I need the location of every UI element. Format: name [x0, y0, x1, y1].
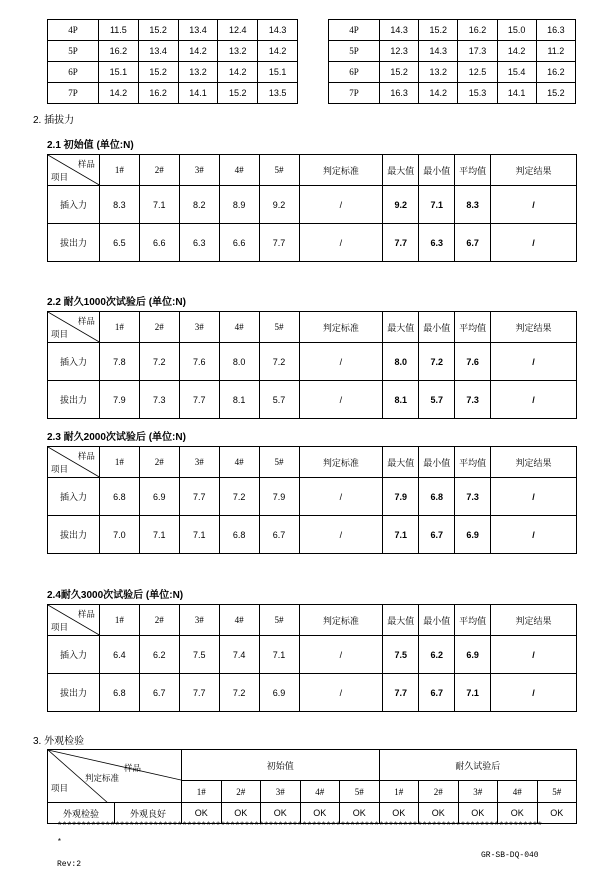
stars-line: ***************************************************************************************************** — [57, 821, 542, 831]
result-header: 判定结果 — [491, 447, 577, 478]
initial-col-header: 2# — [221, 781, 261, 803]
revision-label: Rev:2 — [57, 860, 82, 869]
durable-result: OK — [537, 803, 577, 824]
initial-result: OK — [221, 803, 261, 824]
durable-result: OK — [419, 803, 459, 824]
sample-col-header: 2# — [139, 155, 179, 186]
cell-value: 17.3 — [458, 41, 497, 62]
row-label: 插入力 — [48, 636, 100, 674]
cell-value: 12.5 — [458, 62, 497, 83]
row-label: 插入力 — [48, 478, 100, 516]
min-value: 5.7 — [419, 381, 455, 419]
max-value: 7.7 — [383, 224, 419, 262]
standard-value: / — [299, 224, 383, 262]
result-value: / — [491, 478, 577, 516]
cell-value: 7.6 — [179, 343, 219, 381]
result-header: 判定结果 — [491, 155, 577, 186]
table-row — [48, 381, 577, 419]
cell-value: 11.2 — [536, 41, 575, 62]
row-label: 5P — [48, 41, 99, 62]
cell-value: 7.1 — [139, 186, 179, 224]
force-table-2000 — [47, 446, 577, 554]
max-value: 7.1 — [383, 516, 419, 554]
cell-value: 6.6 — [219, 224, 259, 262]
cell-value: 13.4 — [178, 20, 218, 41]
cell-value: 14.1 — [497, 83, 536, 104]
cell-value: 14.3 — [419, 41, 458, 62]
result-header: 判定结果 — [491, 605, 577, 636]
sample-col-header: 4# — [219, 312, 259, 343]
max-value: 7.9 — [383, 478, 419, 516]
row-label: 7P — [48, 83, 99, 104]
sample-col-header: 1# — [99, 155, 139, 186]
cell-value: 7.8 — [99, 343, 139, 381]
durable-col-header: 5# — [537, 781, 577, 803]
result-value: / — [491, 516, 577, 554]
sample-col-header: 3# — [179, 605, 219, 636]
cell-value: 8.3 — [99, 186, 139, 224]
top-table-right — [328, 19, 576, 104]
table-row — [48, 478, 577, 516]
max-header: 最大值 — [383, 155, 419, 186]
cell-value: 6.6 — [139, 224, 179, 262]
sample-label: 样品 — [77, 609, 95, 619]
row-label: 插入力 — [48, 186, 100, 224]
cell-value: 6.9 — [259, 674, 299, 712]
max-header: 最大值 — [383, 312, 419, 343]
header-diagonal-cell — [48, 447, 100, 478]
cell-value: 6.8 — [99, 674, 139, 712]
cell-value: 15.2 — [380, 62, 419, 83]
max-value: 8.0 — [383, 343, 419, 381]
cell-value: 15.2 — [536, 83, 575, 104]
sample-col-header: 5# — [259, 447, 299, 478]
min-header: 最小值 — [419, 605, 455, 636]
sample-col-header: 4# — [219, 155, 259, 186]
initial-result: OK — [182, 803, 222, 824]
avg-header: 平均值 — [455, 312, 491, 343]
sample-col-header: 3# — [179, 447, 219, 478]
cell-value: 15.1 — [99, 62, 139, 83]
cell-value: 14.1 — [178, 83, 218, 104]
cell-value: 8.9 — [219, 186, 259, 224]
avg-value: 7.1 — [455, 674, 491, 712]
cell-value: 6.8 — [219, 516, 259, 554]
result-header: 判定结果 — [491, 312, 577, 343]
cell-value: 7.2 — [219, 478, 259, 516]
appearance-item-label: 项目 — [51, 783, 69, 793]
cell-value: 7.7 — [179, 674, 219, 712]
cell-value: 15.2 — [218, 83, 258, 104]
appearance-table — [47, 749, 577, 824]
initial-col-header: 4# — [300, 781, 340, 803]
min-header: 最小值 — [419, 447, 455, 478]
cell-value: 13.4 — [138, 41, 178, 62]
group-durable-header: 耐久试验后 — [379, 750, 577, 781]
sample-col-header: 3# — [179, 155, 219, 186]
cell-value: 5.7 — [259, 381, 299, 419]
header-diagonal-cell — [48, 605, 100, 636]
sample-col-header: 2# — [139, 605, 179, 636]
max-header: 最大值 — [383, 605, 419, 636]
avg-value: 6.9 — [455, 636, 491, 674]
table-row — [48, 224, 577, 262]
force-table-initial — [47, 154, 577, 262]
cell-value: 16.2 — [138, 83, 178, 104]
table-2-4-title: 2.4耐久3000次试验后 (单位:N) — [47, 590, 184, 601]
avg-value: 7.6 — [455, 343, 491, 381]
standard-value: / — [299, 343, 383, 381]
result-value: / — [491, 224, 577, 262]
cell-value: 12.3 — [380, 41, 419, 62]
cell-value: 14.2 — [258, 41, 298, 62]
cell-value: 7.1 — [139, 516, 179, 554]
table-2-3-title: 2.3 耐久2000次试验后 (单位:N) — [47, 432, 186, 443]
table-row — [48, 186, 577, 224]
cell-value: 13.5 — [258, 83, 298, 104]
durable-result: OK — [498, 803, 538, 824]
cell-value: 9.2 — [259, 186, 299, 224]
cell-value: 7.9 — [99, 381, 139, 419]
standard-value: / — [299, 381, 383, 419]
durable-col-header: 4# — [498, 781, 538, 803]
max-value: 7.5 — [383, 636, 419, 674]
durable-result: OK — [379, 803, 419, 824]
header-diagonal-cell — [48, 155, 100, 186]
section-2-heading: 2. 插拔力 — [33, 115, 75, 126]
sample-col-header: 2# — [139, 447, 179, 478]
standard-value: / — [299, 516, 383, 554]
cell-value: 7.4 — [219, 636, 259, 674]
min-value: 7.1 — [419, 186, 455, 224]
cell-value: 14.3 — [380, 20, 419, 41]
standard-header: 判定标准 — [299, 312, 383, 343]
cell-value: 7.7 — [179, 478, 219, 516]
sample-label: 样品 — [77, 159, 95, 169]
cell-value: 15.2 — [419, 20, 458, 41]
initial-col-header: 3# — [261, 781, 301, 803]
min-value: 6.3 — [419, 224, 455, 262]
min-value: 6.7 — [419, 516, 455, 554]
standard-header: 判定标准 — [299, 447, 383, 478]
cell-value: 14.2 — [99, 83, 139, 104]
cell-value: 7.0 — [99, 516, 139, 554]
cell-value: 15.0 — [497, 20, 536, 41]
item-label: 项目 — [51, 329, 69, 339]
avg-value: 6.9 — [455, 516, 491, 554]
cell-value: 6.3 — [179, 224, 219, 262]
table-2-2-title: 2.2 耐久1000次试验后 (单位:N) — [47, 297, 186, 308]
item-label: 项目 — [51, 464, 69, 474]
sample-col-header: 4# — [219, 447, 259, 478]
group-initial-header: 初始值 — [182, 750, 380, 781]
avg-header: 平均值 — [455, 605, 491, 636]
item-label: 项目 — [51, 172, 69, 182]
sample-col-header: 1# — [99, 447, 139, 478]
cell-value: 6.7 — [139, 674, 179, 712]
row-label: 插入力 — [48, 343, 100, 381]
cell-value: 13.2 — [218, 41, 258, 62]
cell-value: 6.5 — [99, 224, 139, 262]
cell-value: 8.0 — [219, 343, 259, 381]
standard-value: / — [299, 186, 383, 224]
appearance-standard-label: 判定标准 — [84, 773, 119, 783]
sample-label: 样品 — [77, 316, 95, 326]
cell-value: 6.8 — [99, 478, 139, 516]
cell-value: 6.9 — [139, 478, 179, 516]
max-value: 8.1 — [383, 381, 419, 419]
cell-value: 7.2 — [259, 343, 299, 381]
avg-value: 7.3 — [455, 381, 491, 419]
row-label: 7P — [329, 83, 380, 104]
row-label: 拔出力 — [48, 381, 100, 419]
result-value: / — [491, 636, 577, 674]
initial-result: OK — [340, 803, 380, 824]
result-value: / — [491, 674, 577, 712]
cell-value: 8.1 — [219, 381, 259, 419]
cell-value: 11.5 — [99, 20, 139, 41]
standard-value: / — [299, 636, 383, 674]
min-header: 最小值 — [419, 312, 455, 343]
result-value: / — [491, 381, 577, 419]
initial-col-header: 5# — [340, 781, 380, 803]
cell-value: 7.1 — [179, 516, 219, 554]
avg-header: 平均值 — [455, 447, 491, 478]
cell-value: 15.4 — [497, 62, 536, 83]
table-2-1-title: 2.1 初始值 (单位:N) — [47, 140, 134, 151]
sample-col-header: 4# — [219, 605, 259, 636]
durable-col-header: 1# — [379, 781, 419, 803]
cell-value: 7.7 — [179, 381, 219, 419]
cell-value: 15.2 — [138, 20, 178, 41]
appearance-standard-value: 外观良好 — [115, 803, 182, 824]
table-row — [329, 20, 576, 41]
force-table-3000 — [47, 604, 577, 712]
min-header: 最小值 — [419, 155, 455, 186]
cell-value: 12.4 — [218, 20, 258, 41]
table-row — [48, 636, 577, 674]
appearance-sample-label: 样品 — [123, 763, 141, 773]
initial-result: OK — [261, 803, 301, 824]
table-row — [48, 516, 577, 554]
header-row — [48, 605, 577, 636]
avg-header: 平均值 — [455, 155, 491, 186]
min-value: 6.8 — [419, 478, 455, 516]
row-label: 4P — [329, 20, 380, 41]
sample-col-header: 1# — [99, 605, 139, 636]
durable-result: OK — [458, 803, 498, 824]
cell-value: 16.3 — [536, 20, 575, 41]
cell-value: 8.2 — [179, 186, 219, 224]
table-row — [48, 41, 298, 62]
max-value: 9.2 — [383, 186, 419, 224]
row-label: 4P — [48, 20, 99, 41]
row-label: 6P — [48, 62, 99, 83]
sample-col-header: 5# — [259, 312, 299, 343]
force-table-1000 — [47, 311, 577, 419]
sample-col-header: 1# — [99, 312, 139, 343]
cell-value: 16.2 — [536, 62, 575, 83]
durable-col-header: 3# — [458, 781, 498, 803]
sample-label: 样品 — [77, 451, 95, 461]
cell-value: 14.3 — [258, 20, 298, 41]
standard-value: / — [299, 674, 383, 712]
row-label: 6P — [329, 62, 380, 83]
cell-value: 14.2 — [419, 83, 458, 104]
appearance-row-label: 外观检验 — [48, 803, 115, 824]
standard-header: 判定标准 — [299, 605, 383, 636]
single-star: * — [57, 838, 62, 847]
min-value: 7.2 — [419, 343, 455, 381]
top-table-left — [47, 19, 298, 104]
cell-value: 7.5 — [179, 636, 219, 674]
cell-value: 7.2 — [219, 674, 259, 712]
sample-col-header: 2# — [139, 312, 179, 343]
cell-value: 7.3 — [139, 381, 179, 419]
header-diagonal-cell — [48, 312, 100, 343]
avg-value: 7.3 — [455, 478, 491, 516]
cell-value: 14.2 — [178, 41, 218, 62]
row-label: 拔出力 — [48, 224, 100, 262]
table-row — [48, 62, 298, 83]
initial-result: OK — [300, 803, 340, 824]
table-row — [48, 20, 298, 41]
table-row — [329, 41, 576, 62]
cell-value: 13.2 — [178, 62, 218, 83]
min-value: 6.7 — [419, 674, 455, 712]
avg-value: 6.7 — [455, 224, 491, 262]
avg-value: 8.3 — [455, 186, 491, 224]
cell-value: 15.3 — [458, 83, 497, 104]
result-value: / — [491, 186, 577, 224]
table-row — [48, 343, 577, 381]
table-row — [48, 674, 577, 712]
row-label: 拔出力 — [48, 674, 100, 712]
cell-value: 16.2 — [458, 20, 497, 41]
table-row — [329, 83, 576, 104]
standard-header: 判定标准 — [299, 155, 383, 186]
sample-col-header: 5# — [259, 155, 299, 186]
appearance-header-diagonal-cell — [48, 750, 182, 803]
table-row — [48, 83, 298, 104]
header-row — [48, 447, 577, 478]
item-label: 项目 — [51, 622, 69, 632]
sample-col-header: 5# — [259, 605, 299, 636]
table-row — [329, 62, 576, 83]
cell-value: 7.7 — [259, 224, 299, 262]
cell-value: 14.2 — [497, 41, 536, 62]
header-row — [48, 155, 577, 186]
cell-value: 16.3 — [380, 83, 419, 104]
standard-value: / — [299, 478, 383, 516]
cell-value: 14.2 — [218, 62, 258, 83]
result-value: / — [491, 343, 577, 381]
cell-value: 7.9 — [259, 478, 299, 516]
cell-value: 13.2 — [419, 62, 458, 83]
row-label: 拔出力 — [48, 516, 100, 554]
min-value: 6.2 — [419, 636, 455, 674]
durable-col-header: 2# — [419, 781, 459, 803]
sample-col-header: 3# — [179, 312, 219, 343]
section-3-heading: 3. 外观检验 — [33, 736, 85, 747]
initial-col-header: 1# — [182, 781, 222, 803]
cell-value: 6.2 — [139, 636, 179, 674]
max-header: 最大值 — [383, 447, 419, 478]
cell-value: 7.1 — [259, 636, 299, 674]
cell-value: 7.2 — [139, 343, 179, 381]
cell-value: 15.1 — [258, 62, 298, 83]
header-row — [48, 312, 577, 343]
cell-value: 6.4 — [99, 636, 139, 674]
row-label: 5P — [329, 41, 380, 62]
document-code: GR-SB-DQ-040 — [481, 851, 539, 860]
cell-value: 15.2 — [138, 62, 178, 83]
cell-value: 16.2 — [99, 41, 139, 62]
cell-value: 6.7 — [259, 516, 299, 554]
max-value: 7.7 — [383, 674, 419, 712]
